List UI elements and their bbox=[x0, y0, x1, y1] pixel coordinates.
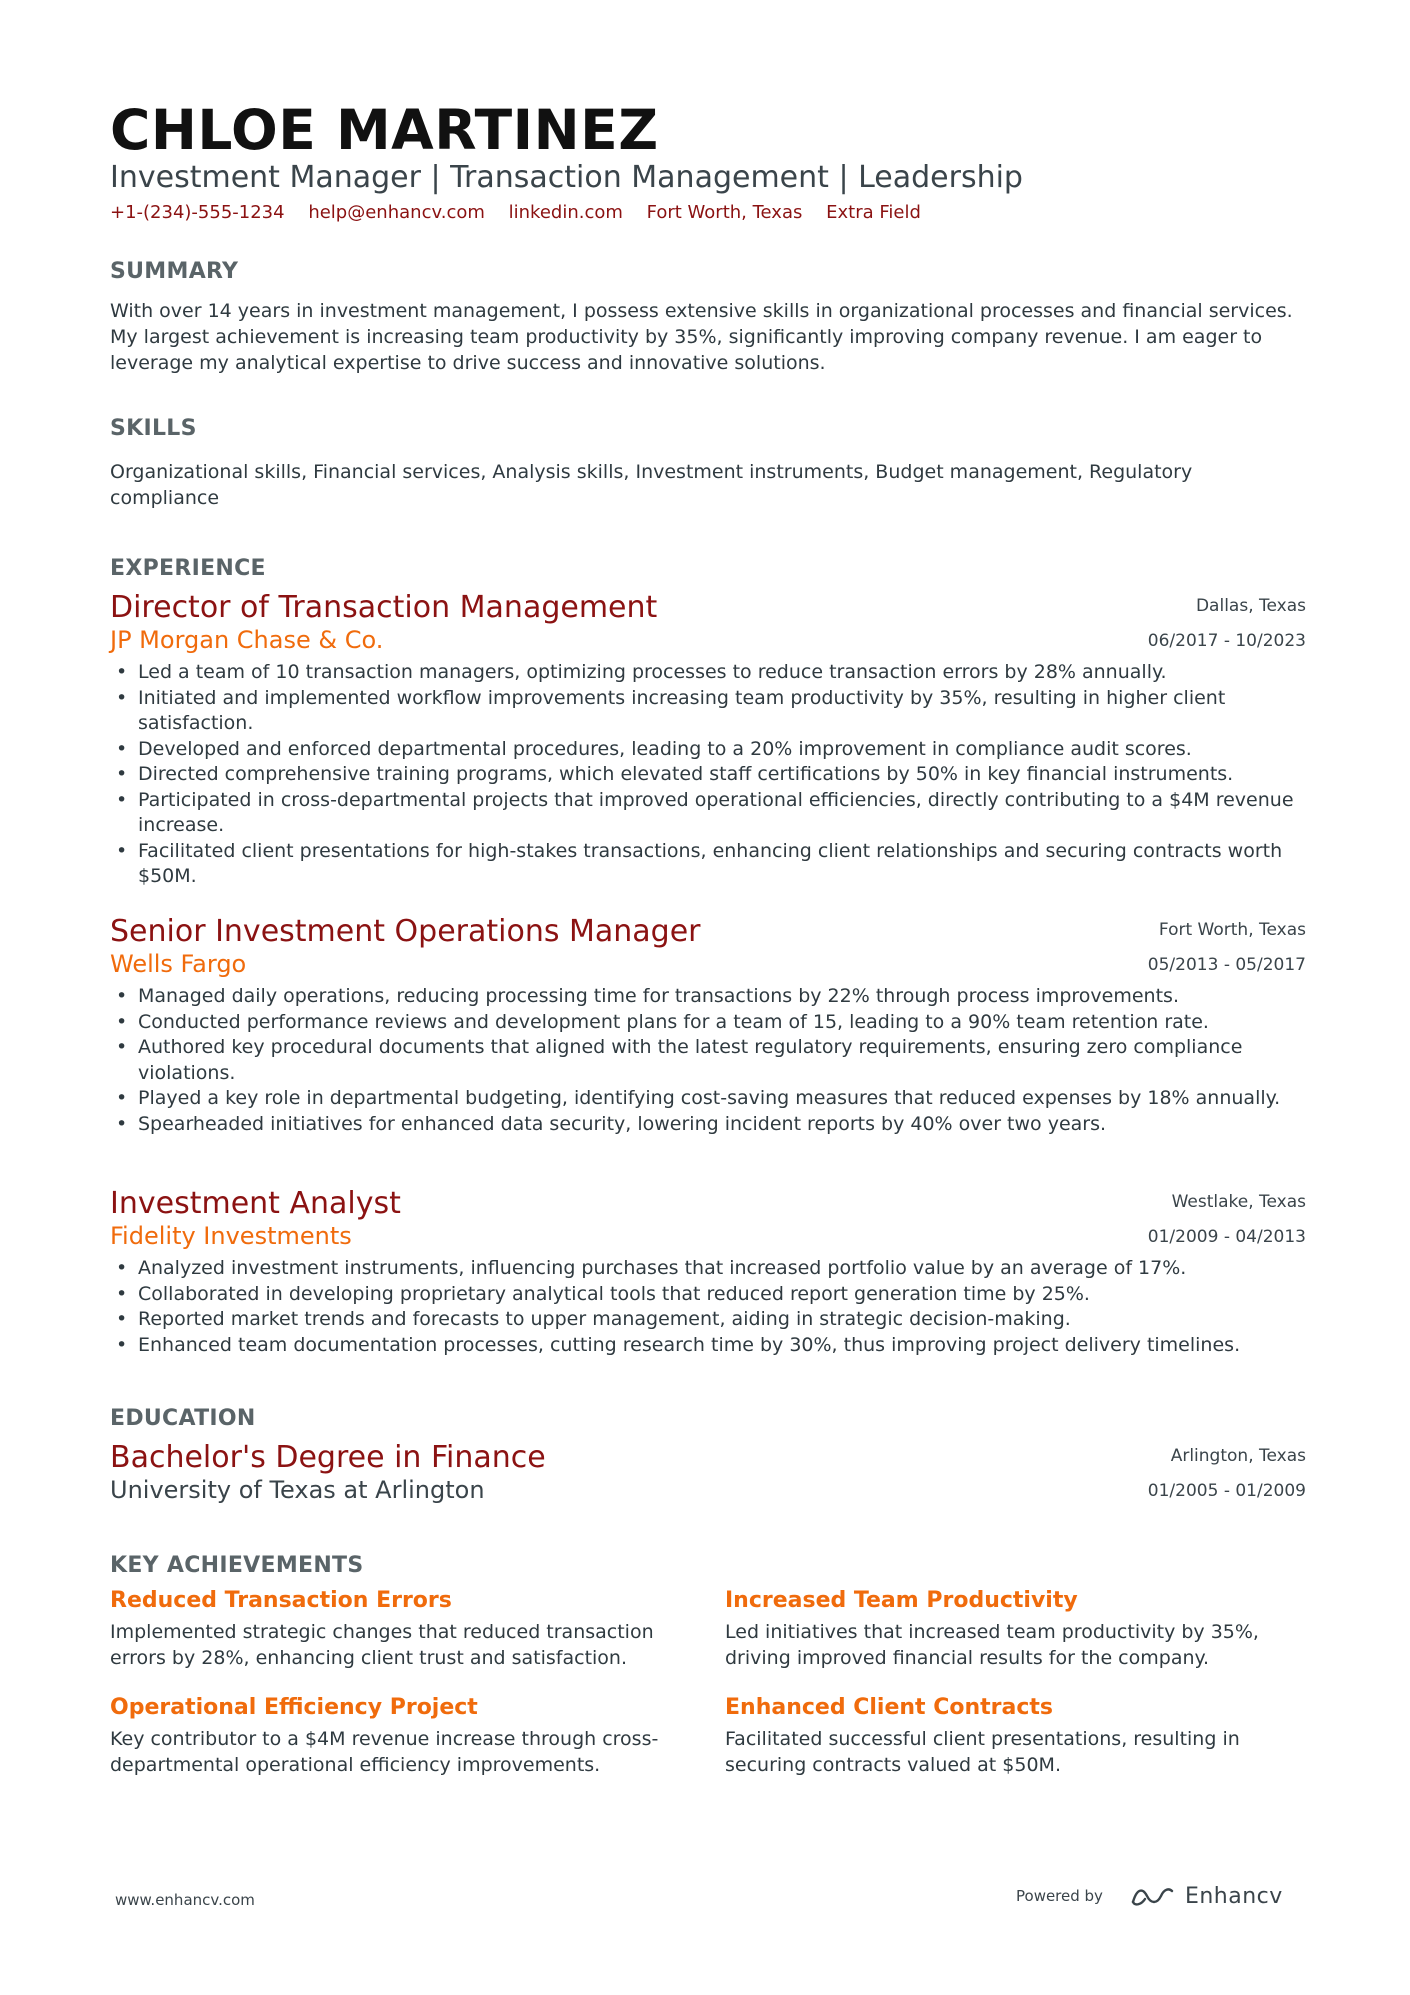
job-location: Westlake, Texas bbox=[1171, 1192, 1306, 1212]
skills-text: Organizational skills, Financial services, Analysis skills, Investment instruments, Budget management, Regulatory compliance bbox=[110, 461, 1193, 509]
summary-text: With over 14 years in investment management, I possess extensive skills in organizational processes and financial services. My largest achievement is increasing team productivity by 35%, significantly improving company revenue. I am eager to leverage my analytical expertise to drive success and innovative solutions. bbox=[110, 300, 1293, 374]
section-title-achievements: KEY ACHIEVEMENTS bbox=[110, 1553, 364, 1578]
job-bullet: • Played a key role in departmental budgeting, identifying cost-saving measures that reduced expenses by 18% annually. bbox=[110, 1086, 1306, 1112]
job-dates: 01/2009 - 04/2013 bbox=[1147, 1227, 1306, 1247]
job-bullet: • Spearheaded initiatives for enhanced data security, lowering incident reports by 40% over two years. bbox=[110, 1112, 1306, 1138]
job-bullet: • Conducted performance reviews and development plans for a team of 15, leading to a 90% team retention rate. bbox=[110, 1010, 1306, 1036]
achievement-item bbox=[110, 1695, 710, 1778]
achievement-desc: Implemented strategic changes that reduced transaction errors by 28%, enhancing client trust and satisfaction. bbox=[110, 1621, 654, 1669]
job-company: Wells Fargo bbox=[110, 950, 247, 978]
job-bullet: • Analyzed investment instruments, influencing purchases that increased portfolio value by an average of 17%. bbox=[110, 1256, 1306, 1282]
job-bullets bbox=[110, 1256, 1306, 1358]
job-bullet: • Developed and enforced departmental procedures, leading to a 20% improvement in compliance audit scores. bbox=[110, 737, 1306, 763]
education-location: Arlington, Texas bbox=[1170, 1446, 1306, 1466]
job-location: Dallas, Texas bbox=[1195, 596, 1306, 616]
job-bullet: • Facilitated client presentations for high-stakes transactions, enhancing client relationships and securing contracts worth $50M. bbox=[110, 839, 1306, 890]
section-title-experience: EXPERIENCE bbox=[110, 556, 266, 581]
job-dates: 05/2013 - 05/2017 bbox=[1147, 955, 1306, 975]
education-dates: 01/2005 - 01/2009 bbox=[1147, 1481, 1306, 1501]
job-bullet: • Participated in cross-departmental projects that improved operational efficiencies, directly contributing to a $4M revenue increase. bbox=[110, 788, 1306, 839]
job-bullets bbox=[110, 660, 1306, 890]
achievement-desc: Led initiatives that increased team productivity by 35%, driving improved financial results for the company. bbox=[725, 1621, 1259, 1669]
powered-by-label: Powered by bbox=[1016, 1887, 1103, 1905]
achievement-item bbox=[110, 1588, 710, 1671]
job-bullet: • Authored key procedural documents that aligned with the latest regulatory requirements, ensuring zero compliance violations. bbox=[110, 1035, 1306, 1086]
achievement-item bbox=[725, 1588, 1325, 1671]
job-bullet: • Led a team of 10 transaction managers, optimizing processes to reduce transaction errors by 28% annually. bbox=[110, 660, 1306, 686]
footer-website[interactable]: www.enhancv.com bbox=[115, 1891, 255, 1909]
footer-branding bbox=[1016, 1883, 1283, 1909]
job-bullet: • Reported market trends and forecasts to upper management, aiding in strategic decision-making. bbox=[110, 1307, 1306, 1333]
job-title: Director of Transaction Management bbox=[110, 590, 658, 625]
achievement-title: Reduced Transaction Errors bbox=[110, 1588, 452, 1613]
job-bullet: • Initiated and implemented workflow improvements increasing team productivity by 35%, resulting in higher client satisfaction. bbox=[110, 686, 1306, 737]
job-title: Investment Analyst bbox=[110, 1186, 401, 1221]
job-bullet: • Directed comprehensive training programs, which elevated staff certifications by 50% in key financial instruments. bbox=[110, 762, 1306, 788]
job-title: Senior Investment Operations Manager bbox=[110, 914, 701, 949]
job-location: Fort Worth, Texas bbox=[1158, 920, 1306, 940]
contact-phone[interactable]: +1-(234)-555-1234 bbox=[110, 202, 285, 223]
job-company: Fidelity Investments bbox=[110, 1222, 352, 1250]
education-degree: Bachelor's Degree in Finance bbox=[110, 1440, 546, 1475]
achievement-item bbox=[725, 1695, 1325, 1778]
section-title-summary: SUMMARY bbox=[110, 259, 239, 284]
section-title-skills: SKILLS bbox=[110, 416, 197, 441]
contact-email[interactable]: help@enhancv.com bbox=[308, 202, 485, 223]
contact-extra: Extra Field bbox=[826, 202, 921, 223]
job-bullet: • Collaborated in developing proprietary analytical tools that reduced report generation time by 25%. bbox=[110, 1282, 1306, 1308]
achievement-title: Increased Team Productivity bbox=[725, 1588, 1078, 1613]
candidate-name: CHLOE MARTINEZ bbox=[110, 98, 659, 162]
achievement-title: Enhanced Client Contracts bbox=[725, 1695, 1054, 1720]
job-company: JP Morgan Chase & Co. bbox=[110, 626, 384, 654]
achievement-title: Operational Efficiency Project bbox=[110, 1695, 478, 1720]
contact-location: Fort Worth, Texas bbox=[646, 202, 803, 223]
headline: Investment Manager | Transaction Management | Leadership bbox=[110, 160, 1023, 195]
enhancv-logo-icon bbox=[1129, 1883, 1175, 1909]
education-school: University of Texas at Arlington bbox=[110, 1476, 485, 1504]
section-title-education: EDUCATION bbox=[110, 1406, 256, 1431]
resume-page bbox=[110, 0, 1306, 1995]
job-bullet: • Managed daily operations, reducing processing time for transactions by 22% through process improvements. bbox=[110, 984, 1306, 1010]
achievement-desc: Key contributor to a $4M revenue increase through cross-departmental operational efficiency improvements. bbox=[110, 1728, 659, 1776]
achievement-desc: Facilitated successful client presentations, resulting in securing contracts valued at $50M. bbox=[725, 1728, 1240, 1776]
contact-linkedin[interactable]: linkedin.com bbox=[508, 202, 623, 223]
job-dates: 06/2017 - 10/2023 bbox=[1147, 631, 1306, 651]
enhancv-logo-text: Enhancv bbox=[1184, 1883, 1283, 1909]
job-bullets bbox=[110, 984, 1306, 1137]
contact-line bbox=[110, 202, 939, 223]
job-bullet: • Enhanced team documentation processes, cutting research time by 30%, thus improving project delivery timelines. bbox=[110, 1333, 1306, 1359]
